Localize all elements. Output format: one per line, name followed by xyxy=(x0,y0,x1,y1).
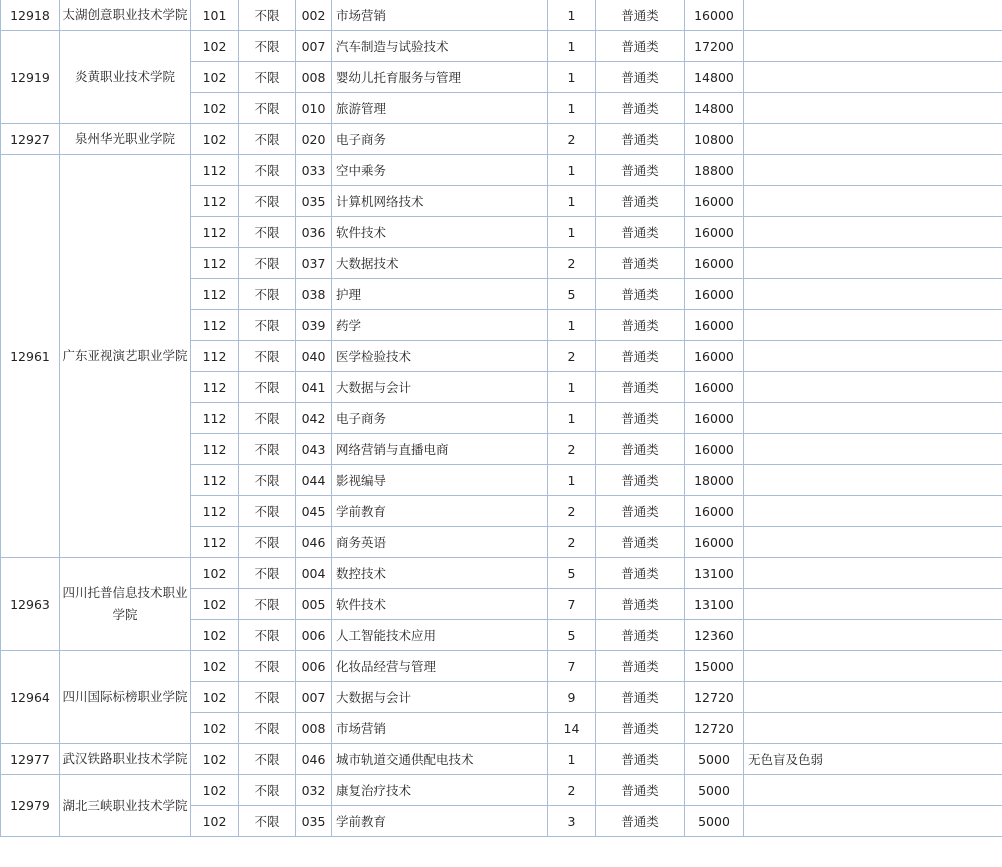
subject-requirement-cell: 不限 xyxy=(239,682,296,713)
major-code-cell: 002 xyxy=(296,0,332,31)
remark-cell xyxy=(744,186,1002,217)
school-code-cell: 12964 xyxy=(1,651,60,744)
major-code-cell: 008 xyxy=(296,713,332,744)
subject-requirement-cell: 不限 xyxy=(239,0,296,31)
plan-count-cell: 1 xyxy=(548,372,596,403)
major-name-cell: 旅游管理 xyxy=(332,93,548,124)
remark-cell xyxy=(744,217,1002,248)
table-row xyxy=(1,124,1002,155)
plan-count-cell: 2 xyxy=(548,775,596,806)
category-cell: 普通类 xyxy=(596,496,685,527)
table-row xyxy=(1,155,1002,186)
remark-cell xyxy=(744,93,1002,124)
major-code-cell: 041 xyxy=(296,372,332,403)
remark-cell xyxy=(744,279,1002,310)
remark-cell xyxy=(744,620,1002,651)
subject-requirement-cell: 不限 xyxy=(239,589,296,620)
plan-count-cell: 7 xyxy=(548,651,596,682)
major-code-cell: 037 xyxy=(296,248,332,279)
category-cell: 普通类 xyxy=(596,589,685,620)
batch-code-cell: 112 xyxy=(191,217,239,248)
batch-code-cell: 102 xyxy=(191,806,239,837)
batch-code-cell: 102 xyxy=(191,682,239,713)
batch-code-cell: 112 xyxy=(191,310,239,341)
plan-count-cell: 1 xyxy=(548,403,596,434)
subject-requirement-cell: 不限 xyxy=(239,155,296,186)
category-cell: 普通类 xyxy=(596,651,685,682)
major-name-cell: 网络营销与直播电商 xyxy=(332,434,548,465)
category-cell: 普通类 xyxy=(596,62,685,93)
remark-cell xyxy=(744,496,1002,527)
subject-requirement-cell: 不限 xyxy=(239,713,296,744)
table-row xyxy=(1,558,1002,589)
tuition-cell: 12360 xyxy=(685,620,744,651)
batch-code-cell: 102 xyxy=(191,651,239,682)
major-code-cell: 006 xyxy=(296,651,332,682)
batch-code-cell: 112 xyxy=(191,279,239,310)
tuition-cell: 14800 xyxy=(685,62,744,93)
category-cell: 普通类 xyxy=(596,186,685,217)
major-code-cell: 033 xyxy=(296,155,332,186)
major-code-cell: 044 xyxy=(296,465,332,496)
major-name-cell: 电子商务 xyxy=(332,403,548,434)
category-cell: 普通类 xyxy=(596,372,685,403)
major-name-cell: 护理 xyxy=(332,279,548,310)
table-row xyxy=(1,744,1002,775)
plan-count-cell: 2 xyxy=(548,527,596,558)
batch-code-cell: 101 xyxy=(191,0,239,31)
subject-requirement-cell: 不限 xyxy=(239,775,296,806)
plan-count-cell: 2 xyxy=(548,248,596,279)
subject-requirement-cell: 不限 xyxy=(239,527,296,558)
batch-code-cell: 112 xyxy=(191,527,239,558)
tuition-cell: 13100 xyxy=(685,558,744,589)
remark-cell xyxy=(744,62,1002,93)
plan-count-cell: 5 xyxy=(548,558,596,589)
table-row xyxy=(1,651,1002,682)
major-name-cell: 学前教育 xyxy=(332,496,548,527)
plan-count-cell: 5 xyxy=(548,279,596,310)
major-name-cell: 计算机网络技术 xyxy=(332,186,548,217)
plan-count-cell: 1 xyxy=(548,310,596,341)
major-name-cell: 汽车制造与试验技术 xyxy=(332,31,548,62)
major-code-cell: 035 xyxy=(296,806,332,837)
school-name-cell: 四川国际标榜职业学院 xyxy=(60,651,191,744)
major-code-cell: 043 xyxy=(296,434,332,465)
tuition-cell: 16000 xyxy=(685,217,744,248)
batch-code-cell: 112 xyxy=(191,434,239,465)
subject-requirement-cell: 不限 xyxy=(239,310,296,341)
category-cell: 普通类 xyxy=(596,31,685,62)
school-code-cell: 12977 xyxy=(1,744,60,775)
remark-cell: 无色盲及色弱 xyxy=(744,744,1002,775)
school-name-cell: 炎黄职业技术学院 xyxy=(60,31,191,124)
tuition-cell: 17200 xyxy=(685,31,744,62)
batch-code-cell: 112 xyxy=(191,248,239,279)
plan-count-cell: 1 xyxy=(548,0,596,31)
tuition-cell: 16000 xyxy=(685,434,744,465)
school-name-cell: 武汉铁路职业技术学院 xyxy=(60,744,191,775)
tuition-cell: 16000 xyxy=(685,372,744,403)
major-name-cell: 数控技术 xyxy=(332,558,548,589)
remark-cell xyxy=(744,589,1002,620)
remark-cell xyxy=(744,434,1002,465)
remark-cell xyxy=(744,310,1002,341)
remark-cell xyxy=(744,31,1002,62)
tuition-cell: 12720 xyxy=(685,713,744,744)
remark-cell xyxy=(744,341,1002,372)
subject-requirement-cell: 不限 xyxy=(239,434,296,465)
major-code-cell: 006 xyxy=(296,620,332,651)
subject-requirement-cell: 不限 xyxy=(239,620,296,651)
tuition-cell: 12720 xyxy=(685,682,744,713)
plan-count-cell: 1 xyxy=(548,93,596,124)
school-name-cell: 泉州华光职业学院 xyxy=(60,124,191,155)
major-code-cell: 008 xyxy=(296,62,332,93)
remark-cell xyxy=(744,651,1002,682)
school-code-cell: 12979 xyxy=(1,775,60,837)
major-name-cell: 化妆品经营与管理 xyxy=(332,651,548,682)
remark-cell xyxy=(744,527,1002,558)
remark-cell xyxy=(744,682,1002,713)
remark-cell xyxy=(744,465,1002,496)
major-code-cell: 007 xyxy=(296,31,332,62)
plan-count-cell: 1 xyxy=(548,465,596,496)
plan-count-cell: 2 xyxy=(548,496,596,527)
plan-count-cell: 2 xyxy=(548,434,596,465)
subject-requirement-cell: 不限 xyxy=(239,31,296,62)
category-cell: 普通类 xyxy=(596,155,685,186)
school-code-cell: 12961 xyxy=(1,155,60,558)
subject-requirement-cell: 不限 xyxy=(239,651,296,682)
batch-code-cell: 102 xyxy=(191,589,239,620)
table-row xyxy=(1,31,1002,62)
subject-requirement-cell: 不限 xyxy=(239,279,296,310)
subject-requirement-cell: 不限 xyxy=(239,248,296,279)
major-code-cell: 032 xyxy=(296,775,332,806)
remark-cell xyxy=(744,372,1002,403)
major-name-cell: 医学检验技术 xyxy=(332,341,548,372)
major-name-cell: 电子商务 xyxy=(332,124,548,155)
batch-code-cell: 102 xyxy=(191,775,239,806)
school-code-cell: 12919 xyxy=(1,31,60,124)
tuition-cell: 16000 xyxy=(685,341,744,372)
batch-code-cell: 102 xyxy=(191,744,239,775)
category-cell: 普通类 xyxy=(596,527,685,558)
subject-requirement-cell: 不限 xyxy=(239,217,296,248)
batch-code-cell: 112 xyxy=(191,496,239,527)
batch-code-cell: 112 xyxy=(191,465,239,496)
major-name-cell: 软件技术 xyxy=(332,217,548,248)
subject-requirement-cell: 不限 xyxy=(239,403,296,434)
category-cell: 普通类 xyxy=(596,279,685,310)
major-name-cell: 大数据技术 xyxy=(332,248,548,279)
category-cell: 普通类 xyxy=(596,775,685,806)
plan-count-cell: 14 xyxy=(548,713,596,744)
subject-requirement-cell: 不限 xyxy=(239,341,296,372)
major-name-cell: 商务英语 xyxy=(332,527,548,558)
batch-code-cell: 112 xyxy=(191,155,239,186)
school-code-cell: 12963 xyxy=(1,558,60,651)
batch-code-cell: 102 xyxy=(191,620,239,651)
batch-code-cell: 112 xyxy=(191,341,239,372)
category-cell: 普通类 xyxy=(596,341,685,372)
tuition-cell: 5000 xyxy=(685,806,744,837)
tuition-cell: 16000 xyxy=(685,186,744,217)
major-name-cell: 市场营销 xyxy=(332,0,548,31)
tuition-cell: 16000 xyxy=(685,310,744,341)
table-row xyxy=(1,775,1002,806)
major-name-cell: 大数据与会计 xyxy=(332,372,548,403)
batch-code-cell: 102 xyxy=(191,93,239,124)
major-code-cell: 038 xyxy=(296,279,332,310)
plan-count-cell: 1 xyxy=(548,186,596,217)
school-name-cell: 湖北三峡职业技术学院 xyxy=(60,775,191,837)
remark-cell xyxy=(744,155,1002,186)
subject-requirement-cell: 不限 xyxy=(239,62,296,93)
subject-requirement-cell: 不限 xyxy=(239,465,296,496)
plan-count-cell: 2 xyxy=(548,124,596,155)
remark-cell xyxy=(744,248,1002,279)
subject-requirement-cell: 不限 xyxy=(239,806,296,837)
tuition-cell: 16000 xyxy=(685,403,744,434)
major-code-cell: 046 xyxy=(296,527,332,558)
category-cell: 普通类 xyxy=(596,434,685,465)
table-body xyxy=(1,0,1002,837)
plan-count-cell: 7 xyxy=(548,589,596,620)
subject-requirement-cell: 不限 xyxy=(239,558,296,589)
major-name-cell: 学前教育 xyxy=(332,806,548,837)
tuition-cell: 16000 xyxy=(685,0,744,31)
batch-code-cell: 112 xyxy=(191,403,239,434)
major-code-cell: 046 xyxy=(296,744,332,775)
plan-count-cell: 1 xyxy=(548,744,596,775)
tuition-cell: 16000 xyxy=(685,248,744,279)
remark-cell xyxy=(744,806,1002,837)
tuition-cell: 5000 xyxy=(685,775,744,806)
category-cell: 普通类 xyxy=(596,744,685,775)
batch-code-cell: 102 xyxy=(191,62,239,93)
major-name-cell: 药学 xyxy=(332,310,548,341)
major-code-cell: 045 xyxy=(296,496,332,527)
plan-count-cell: 1 xyxy=(548,31,596,62)
tuition-cell: 16000 xyxy=(685,279,744,310)
school-name-cell: 广东亚视演艺职业学院 xyxy=(60,155,191,558)
plan-count-cell: 1 xyxy=(548,217,596,248)
major-code-cell: 005 xyxy=(296,589,332,620)
tuition-cell: 18000 xyxy=(685,465,744,496)
plan-count-cell: 3 xyxy=(548,806,596,837)
tuition-cell: 5000 xyxy=(685,744,744,775)
major-name-cell: 康复治疗技术 xyxy=(332,775,548,806)
category-cell: 普通类 xyxy=(596,93,685,124)
tuition-cell: 10800 xyxy=(685,124,744,155)
category-cell: 普通类 xyxy=(596,806,685,837)
major-code-cell: 004 xyxy=(296,558,332,589)
category-cell: 普通类 xyxy=(596,403,685,434)
batch-code-cell: 102 xyxy=(191,713,239,744)
category-cell: 普通类 xyxy=(596,0,685,31)
major-name-cell: 市场营销 xyxy=(332,713,548,744)
category-cell: 普通类 xyxy=(596,310,685,341)
batch-code-cell: 102 xyxy=(191,124,239,155)
batch-code-cell: 102 xyxy=(191,558,239,589)
major-name-cell: 影视编导 xyxy=(332,465,548,496)
remark-cell xyxy=(744,124,1002,155)
remark-cell xyxy=(744,775,1002,806)
category-cell: 普通类 xyxy=(596,713,685,744)
major-code-cell: 040 xyxy=(296,341,332,372)
tuition-cell: 15000 xyxy=(685,651,744,682)
category-cell: 普通类 xyxy=(596,248,685,279)
remark-cell xyxy=(744,403,1002,434)
plan-count-cell: 2 xyxy=(548,341,596,372)
batch-code-cell: 112 xyxy=(191,372,239,403)
category-cell: 普通类 xyxy=(596,558,685,589)
school-name-cell: 太湖创意职业技术学院 xyxy=(60,0,191,31)
subject-requirement-cell: 不限 xyxy=(239,372,296,403)
major-name-cell: 婴幼儿托育服务与管理 xyxy=(332,62,548,93)
category-cell: 普通类 xyxy=(596,465,685,496)
major-name-cell: 软件技术 xyxy=(332,589,548,620)
tuition-cell: 16000 xyxy=(685,496,744,527)
table-row xyxy=(1,0,1002,31)
subject-requirement-cell: 不限 xyxy=(239,496,296,527)
tuition-cell: 14800 xyxy=(685,93,744,124)
subject-requirement-cell: 不限 xyxy=(239,744,296,775)
major-code-cell: 035 xyxy=(296,186,332,217)
major-code-cell: 007 xyxy=(296,682,332,713)
batch-code-cell: 112 xyxy=(191,186,239,217)
tuition-cell: 18800 xyxy=(685,155,744,186)
plan-count-cell: 5 xyxy=(548,620,596,651)
major-name-cell: 人工智能技术应用 xyxy=(332,620,548,651)
major-code-cell: 020 xyxy=(296,124,332,155)
major-code-cell: 010 xyxy=(296,93,332,124)
school-code-cell: 12927 xyxy=(1,124,60,155)
plan-count-cell: 1 xyxy=(548,62,596,93)
major-name-cell: 空中乘务 xyxy=(332,155,548,186)
remark-cell xyxy=(744,0,1002,31)
remark-cell xyxy=(744,558,1002,589)
school-code-cell: 12918 xyxy=(1,0,60,31)
tuition-cell: 13100 xyxy=(685,589,744,620)
remark-cell xyxy=(744,713,1002,744)
category-cell: 普通类 xyxy=(596,682,685,713)
plan-count-cell: 9 xyxy=(548,682,596,713)
category-cell: 普通类 xyxy=(596,217,685,248)
subject-requirement-cell: 不限 xyxy=(239,124,296,155)
major-code-cell: 036 xyxy=(296,217,332,248)
major-name-cell: 大数据与会计 xyxy=(332,682,548,713)
category-cell: 普通类 xyxy=(596,620,685,651)
subject-requirement-cell: 不限 xyxy=(239,186,296,217)
category-cell: 普通类 xyxy=(596,124,685,155)
plan-count-cell: 1 xyxy=(548,155,596,186)
school-name-cell: 四川托普信息技术职业学院 xyxy=(60,558,191,651)
major-code-cell: 042 xyxy=(296,403,332,434)
major-name-cell: 城市轨道交通供配电技术 xyxy=(332,744,548,775)
batch-code-cell: 102 xyxy=(191,31,239,62)
major-code-cell: 039 xyxy=(296,310,332,341)
tuition-cell: 16000 xyxy=(685,527,744,558)
subject-requirement-cell: 不限 xyxy=(239,93,296,124)
